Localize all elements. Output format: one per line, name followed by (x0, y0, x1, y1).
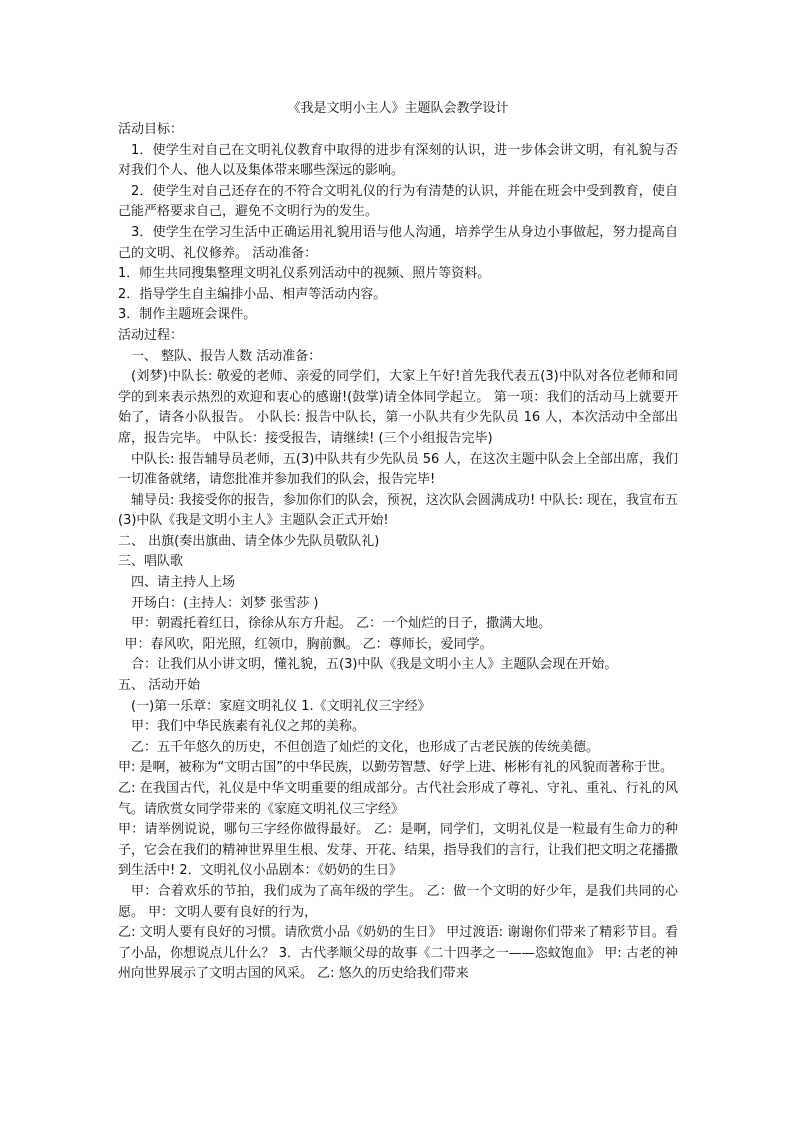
paragraph-18: 合：让我们从小讲文明，懂礼貌，五(3)中队《我是文明小主人》主题队会现在开始。 (131, 657, 618, 673)
paragraph-13: 三、唱队歌 (118, 554, 184, 570)
paragraph-27: 乙: 文明人要有良好的习惯。请欣赏小品《奶奶的生日》 甲过渡语: 谢谢你们带来了精彩节目。看了小品，你想说点儿什么？ 3．古代孝顺父母的故事《二十四孝之一——恣蚊饱血》 甲: 古老的神州向世界展示了文明古国的风采。 乙: 悠久的历史给我们带来 (118, 925, 678, 982)
paragraph-19: 五、 活动开始 (118, 678, 201, 694)
document-title: 《我是文明小主人》主题队会教学设计 (287, 101, 509, 116)
paragraph-11: 辅导员: 我接受你的报告，参加你们的队会，预祝，这次队会圆满成功! 中队长: 现在，我宣布五(3)中队《我是文明小主人》主题队会正式开始! (118, 492, 678, 529)
paragraph-5: 2．指导学生自主编排小品、相声等活动内容。 (118, 286, 387, 302)
paragraph-12: 二、 出旗(奏出旗曲、请全体少先队员敬队礼) (118, 533, 380, 549)
paragraph-8: 一、 整队、报告人数 活动准备： (131, 348, 322, 364)
paragraph-1: 1．使学生对自己在文明礼仪教育中取得的进步有深刻的认识，进一步体会讲文明，有礼貌与否对我们个人、他人以及集体带来哪些深远的影响。 (118, 142, 678, 179)
document-page (118, 98, 678, 985)
paragraph-7: 活动过程： (118, 327, 184, 343)
paragraph-2: 2．使学生对自己还存在的不符合文明礼仪的行为有清楚的认识，并能在班会中受到教育，使自己能严格要求自己，避免不文明行为的发生。 (118, 183, 678, 220)
paragraph-3: 3．使学生在学习生活中正确运用礼貌用语与他人沟通，培养学生从身边小事做起，努力提高自己的文明、礼仪修养。 活动准备： (118, 224, 678, 261)
paragraph-22: 乙：五千年悠久的历史，不但创造了灿烂的文化，也形成了古老民族的传统美德。 (131, 739, 600, 755)
paragraph-17: 甲：春风吹，阳光照，红领巾，胸前飘。 乙：尊师长，爱同学。 (124, 636, 493, 652)
paragraph-14: 四、请主持人上场 (131, 575, 236, 591)
paragraph-9: (刘梦)中队长: 敬爱的老师、亲爱的同学们，大家上午好!首先我代表五(3)中队对各位老师和同学的到来表示热烈的欢迎和衷心的感谢!(鼓掌)请全体同学起立。 第一项：我们的活动马上就要开始了，请各小队报告。 小队长: 报告中队长，第一小队共有少先队员 16 人，本次活动中全部出席，报告完毕。 中队长：接受报告，请继续! (三个小组报告完毕) (118, 369, 678, 446)
paragraph-6: 3．制作主题班会课件。 (118, 307, 257, 323)
paragraph-26: 甲：合着欢乐的节拍，我们成为了高年级的学生。 乙：做一个文明的好少年，是我们共同的心愿。 甲：文明人要有良好的行为， (118, 883, 678, 920)
document-body (118, 120, 678, 985)
paragraph-4: 1．师生共同搜集整理文明礼仪系列活动中的视频、照片等资料。 (118, 266, 491, 282)
paragraph-0: 活动目标： (118, 122, 184, 137)
paragraph-20: (一)第一乐章：家庭文明礼仪 1.《文明礼仪三字经》 (131, 698, 431, 714)
paragraph-24: 乙: 在我国古代，礼仪是中华文明重要的组成部分。古代社会形成了尊礼、守礼、重礼、行礼的风气。请欣赏女同学带来的《家庭文明礼仪三字经》 (118, 781, 678, 817)
paragraph-10: 中队长: 报告辅导员老师，五(3)中队共有少先队员 56 人，在这次主题中队会上全部出席，我们一切准备就绪，请您批准并参加我们的队会，报告完毕! (118, 451, 678, 488)
paragraph-16: 甲：朝霞托着红日，徐徐从东方升起。 乙：一个灿烂的日子，撒满大地。 (131, 616, 552, 632)
paragraph-21: 甲：我们中华民族素有礼仪之邦的美称。 (131, 719, 366, 735)
paragraph-15: 开场白：(主持人：刘梦 张雪莎 ) (131, 595, 319, 611)
paragraph-23: 甲: 是啊，被称为“文明古国”的中华民族，以勤劳智慧、好学上进、彬彬有礼的风貌而著称于世。 (118, 760, 673, 776)
paragraph-25: 甲：请举例说说，哪句三字经你做得最好。 乙：是啊，同学们，文明礼仪是一粒最有生命力的种子，它会在我们的精神世界里生根、发芽、开花、结果，指导我们的言行，让我们把文明之花播撒到生活中! 2．文明礼仪小品剧本：《奶奶的生日》 (118, 822, 678, 879)
